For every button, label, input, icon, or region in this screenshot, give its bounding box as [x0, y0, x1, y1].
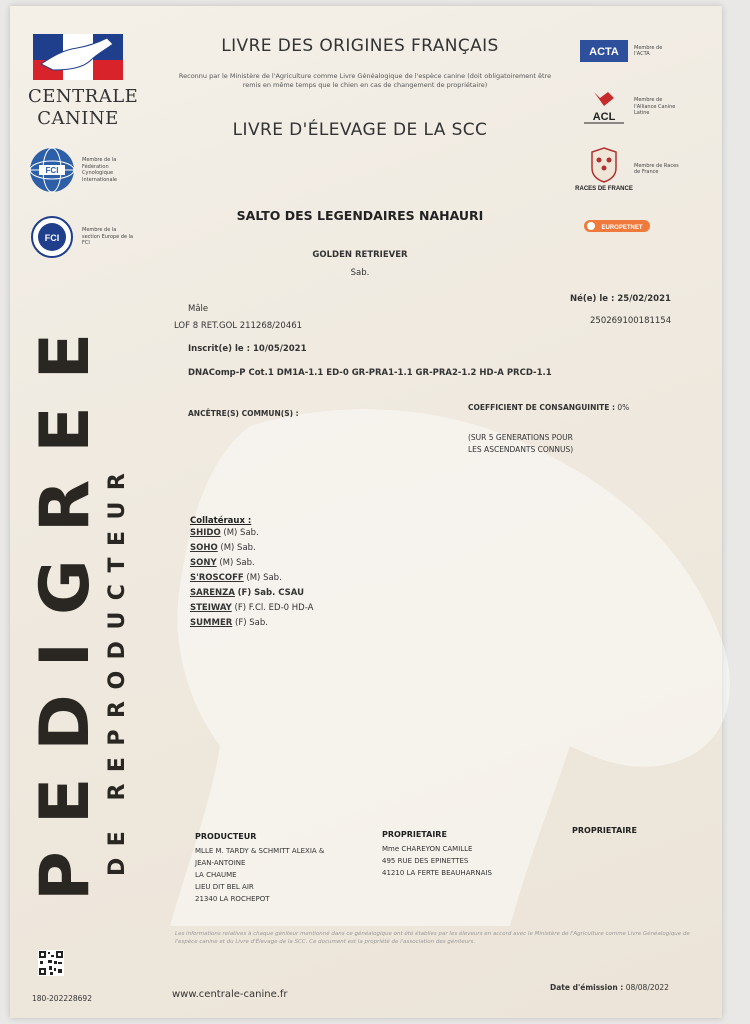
- fci-globe-icon: [28, 146, 76, 194]
- issue-date-label: Date d'émission :: [550, 983, 624, 992]
- acl-text: Membre de l'Alliance Canine Latine: [634, 97, 676, 117]
- birth-date-row: [570, 294, 671, 304]
- dog-color: Sab.: [350, 268, 370, 278]
- fci-europe-badge: [28, 214, 134, 260]
- collateral-item: [190, 571, 313, 586]
- centrale-canine-dog-icon: [33, 34, 123, 80]
- races-de-france-badge: [575, 146, 680, 192]
- acl-logo-icon: [580, 88, 628, 126]
- fci-globe-label: FCI: [45, 166, 59, 175]
- pedigree-vertical-title: PEDIGREE: [26, 305, 105, 901]
- collaterals-section: [190, 516, 313, 631]
- dna-tests: DNAComp-P Cot.1 DM1A-1.1 ED-0 GR-PRA1-1.1 GR-PRA2-1.2 HD-A PRCD-1.1: [188, 368, 552, 378]
- producer-section: [195, 832, 324, 905]
- collateral-detail: (F) F.Cl. ED-0 HD-A: [234, 603, 314, 613]
- page-title: LIVRE DES ORIGINES FRANÇAIS: [221, 36, 499, 56]
- qr-code-icon: [38, 950, 64, 976]
- collateral-detail: (F) Sab.: [235, 618, 268, 628]
- collateral-detail: (M) Sab.: [220, 543, 256, 553]
- races-de-france-text: Membre de Races de France: [634, 162, 679, 175]
- acta-logo-icon: [580, 40, 628, 62]
- owner-line: 41210 LA FERTE BEAUHARNAIS: [382, 869, 492, 877]
- collateral-name: SONY: [190, 558, 217, 568]
- issue-date-value: 08/08/2022: [625, 983, 669, 992]
- centrale-canine-logo: [28, 34, 139, 130]
- website-link[interactable]: www.centrale-canine.fr: [172, 989, 288, 1000]
- collateral-item: [190, 541, 313, 556]
- collateral-item: [190, 526, 313, 541]
- fci-europe-label: FCI: [44, 233, 60, 243]
- owner-address: [382, 843, 492, 879]
- collateral-item: [190, 601, 313, 616]
- org-name-line1: CENTRALE: [28, 86, 139, 107]
- legal-notice: Les informations relatives à chaque géniteur mentionné dans ce généalogique ont été établies par les éleveurs en accord avec le Ministère de l'Agriculture comme Livre Généalogique de l'espèce canine et du Livre d'Élevage de la SCC. Ce document est la propriété de l'association des géniteurs.: [175, 931, 690, 945]
- chip-number: 250269100181154: [590, 316, 672, 326]
- acl-badge: [580, 88, 676, 126]
- collateral-detail: (F) Sab. CSAU: [237, 588, 305, 598]
- dog-sex: Mâle: [188, 304, 209, 314]
- coefficient-note-line1: (SUR 5 GENERATIONS POUR: [468, 433, 573, 442]
- acta-text: Membre de l'ACTA: [634, 44, 663, 57]
- collateral-name: S'ROSCOFF: [190, 573, 244, 583]
- collateral-name: SUMMER: [190, 618, 233, 628]
- coefficient-note: [468, 432, 573, 456]
- producer-line: 21340 LA ROCHEPOT: [195, 895, 270, 903]
- fci-europe-text: Membre de la section Europe de la FCI: [82, 227, 134, 247]
- europetnet-label: EUROPETNET: [601, 225, 643, 231]
- secondary-title: LIVRE D'ÉLEVAGE DE LA SCC: [232, 120, 488, 140]
- acta-badge: [580, 40, 676, 62]
- birth-date-value: 25/02/2021: [617, 294, 671, 304]
- producer-line: LA CHAUME: [195, 871, 237, 879]
- coefficient-row: [468, 403, 629, 412]
- producer-line: LIEU DIT BEL AIR: [195, 883, 254, 891]
- page-subtitle: Reconnu par le Ministère de l'Agriculture comme Livre Généalogique de l'espèce canine (doit obligatoirement être remis en même temps que le chien en cas de changement de propriétaire): [178, 72, 552, 89]
- collateral-item: [190, 586, 313, 601]
- producer-line: MLLE M. TARDY & SCHMITT ALEXIA &: [195, 847, 325, 855]
- europetnet-logo-icon: [584, 219, 650, 233]
- fci-europe-icon: [28, 214, 76, 260]
- lof-number: LOF 8 RET.GOL 211268/20461: [174, 321, 303, 331]
- birth-date-label: Né(e) le :: [570, 294, 615, 304]
- registered-label: Inscrit(e) le :: [188, 344, 251, 354]
- collaterals-title: Collatéraux :: [190, 516, 252, 526]
- second-owner-heading: PROPRIETAIRE: [572, 826, 637, 835]
- acta-label: ACTA: [589, 46, 619, 58]
- collateral-name: SOHO: [190, 543, 218, 553]
- registered-row: [188, 344, 307, 354]
- coefficient-label: COEFFICIENT DE CONSANGUINITE :: [468, 403, 616, 412]
- coefficient-note-line2: LES ASCENDANTS CONNUS): [468, 445, 574, 454]
- registered-date: 10/05/2021: [252, 344, 307, 354]
- owner-heading: PROPRIETAIRE: [382, 830, 447, 839]
- pedigree-certificate: [10, 6, 722, 1018]
- fci-member-badge: [28, 146, 130, 194]
- collateral-detail: (M) Sab.: [223, 528, 259, 538]
- acl-label: ACL: [592, 111, 616, 123]
- races-de-france-logo-icon: [575, 146, 633, 192]
- collateral-name: SHIDO: [190, 528, 221, 538]
- dog-name: SALTO DES LEGENDAIRES NAHAURI: [236, 208, 484, 223]
- producer-line: JEAN-ANTOINE: [195, 859, 246, 867]
- issue-date-row: [550, 983, 669, 992]
- collateral-item: [190, 616, 313, 631]
- reproducteur-vertical-title: DE REPRODUCTEUR: [105, 461, 130, 876]
- dog-breed: GOLDEN RETRIEVER: [312, 250, 408, 260]
- producer-heading: PRODUCTEUR: [195, 832, 257, 841]
- producer-address: [195, 845, 324, 905]
- collateral-name: SARENZA: [190, 588, 235, 598]
- collateral-detail: (M) Sab.: [246, 573, 282, 583]
- owner-line: 495 RUE DES EPINETTES: [382, 857, 469, 865]
- common-ancestors-label: ANCÊTRE(S) COMMUN(S) :: [188, 409, 299, 418]
- races-de-france-label: RACES DE FRANCE: [575, 186, 633, 192]
- org-name-line2: CANINE: [37, 108, 119, 129]
- owner-section: [382, 830, 492, 879]
- document-number: 180-202228692: [32, 994, 92, 1003]
- owner-line: Mme CHAREYON CAMILLE: [382, 845, 473, 853]
- collateral-detail: (M) Sab.: [219, 558, 255, 568]
- fci-member-text: Membre de la Fédération Cynologique Internationale: [82, 157, 117, 183]
- collateral-item: [190, 556, 313, 571]
- collaterals-list: [190, 526, 313, 631]
- coefficient-value: 0%: [617, 403, 630, 412]
- europetnet-badge: [584, 218, 650, 237]
- collateral-name: STEIWAY: [190, 603, 232, 613]
